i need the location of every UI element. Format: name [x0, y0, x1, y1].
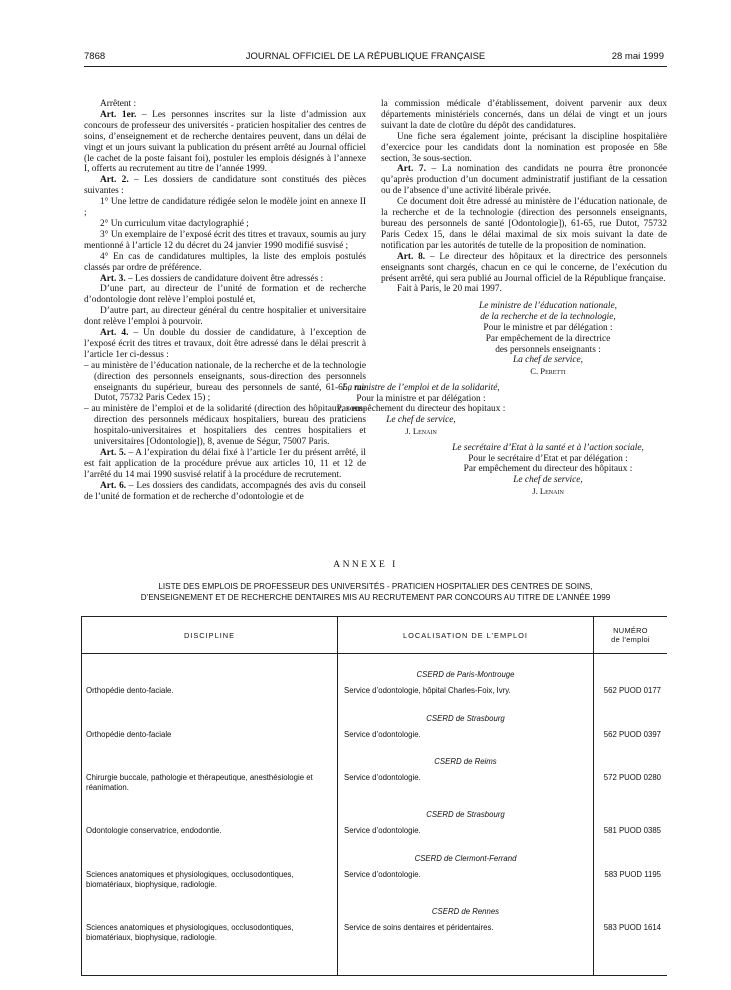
paragraph: 2° Un curriculum vitae dactylographié ; — [100, 218, 249, 229]
article-text: – A l’expiration du délai fixé à l’article 1er du présent arrêté, il est fait application de la procédure prévue aux articles 10, 11 et 12 de l’arrêté du 14 mai 1990 susvisé relatif à la procédure de recrutement. — [84, 448, 366, 480]
journal-title: JOURNAL OFFICIEL DE LA RÉPUBLIQUE FRANÇAISE — [245, 51, 486, 62]
discipline-cell: Orthopédie dento-faciale. — [82, 681, 338, 698]
region-blank-cell — [82, 891, 338, 918]
region-label: CSERD de Strasbourg — [338, 794, 594, 821]
header-numero-label: NUMÉRO — [613, 626, 648, 635]
page-number: 7868 — [84, 51, 106, 62]
list-item: – au ministère de l’éducation nationale, de la recherche et de la technologie (direction des personnels enseignants, sous-direction des personnels enseignants du supérieur, bureau des personnels de santé, 61-65, rue Dutot, 75732 Paris Cedex 15) ; — [84, 360, 366, 404]
table-row — [82, 681, 668, 698]
region-blank-cell — [82, 654, 338, 682]
signature-line: Le chef de service, — [386, 415, 456, 426]
paragraph: D’autre part, au directeur général du centre hospitalier et universitaire dont relève l’emploi à pourvoir. — [84, 306, 366, 328]
signature-line: La chef de service, — [512, 355, 584, 366]
article-paragraph — [84, 110, 366, 175]
localisation-cell: Service d’odontologie. — [338, 768, 594, 794]
discipline-cell: Odontologie conservatrice, endodontie. — [82, 821, 338, 838]
signature-line: Pour la ministre et par délégation : — [356, 393, 486, 404]
header-numero-sub: de l’emploi — [611, 635, 650, 644]
signature-line: Par empêchement du directeur des hôpitaux : — [463, 464, 633, 475]
table-region-row — [82, 654, 668, 682]
article-label: Art. 5. — [100, 448, 126, 458]
signature-line: La ministre de l’emploi et de la solidarité, — [342, 382, 500, 393]
numero-cell: 562 PUOD 0397 — [603, 729, 661, 739]
article-paragraph — [84, 175, 366, 197]
localisation-cell: Service d’odontologie. — [338, 725, 594, 742]
localisation-cell: Service d’odontologie. — [338, 865, 594, 891]
signature-line: Pour le secrétaire d’Etat et par délégation : — [468, 453, 628, 464]
table-body — [82, 654, 668, 976]
signature-line: de la recherche et de la technologie, — [480, 312, 616, 323]
localisation-cell: Service de soins dentaires et péridentaires. — [338, 918, 594, 976]
article-text: – Un double du dossier de candidature, à l’exception de l’exposé écrit des titres et travaux, doit être adressé dans le délai prescrit à l’article 1er ci-dessus : — [84, 328, 366, 360]
signature-line: Le secrétaire d’Etat à la santé et à l’action sociale, — [452, 442, 644, 453]
paragraph: Ce document doit être adressé au ministère de l’éducation nationale, de la recherche et de la technologie (direction des personnels enseignants, bureau des personnels de santé [Odontologie]), 61-65, rue Dutot, 75732 Paris Cedex 15, dans le délai maximal de six mois suivant la date de notification par les autorités de tutelle de la proposition de nomination. — [381, 197, 667, 251]
paragraph: Fait à Paris, le 20 mai 1997. — [397, 284, 502, 295]
signature-block-sante — [429, 443, 667, 497]
article-paragraph — [381, 164, 667, 197]
paragraph: 3° Un exemplaire de l’exposé écrit des titres et travaux, soumis au jury mentionné à l’article 12 du décret du 24 janvier 1990 modifié susvisé ; — [84, 229, 366, 251]
region-label: CSERD de Paris-Montrouge — [338, 654, 594, 682]
header-numero — [594, 617, 668, 654]
numero-cell: 583 PUOD 1195 — [604, 869, 661, 879]
numero-cell: 583 PUOD 1614 — [594, 918, 668, 976]
article-label: Art. 4. — [100, 328, 129, 339]
region-blank-cell — [82, 698, 338, 725]
discipline-cell: Sciences anatomiques et physiologiques, occlusodontiques, biomatériaux, biophysique, radiologie. — [82, 918, 338, 976]
table-region-row — [82, 838, 668, 865]
emplois-table — [81, 616, 667, 976]
article-text: – Les dossiers des candidats, accompagnés des avis du conseil de l’unité de formation et de recherche d’odontologie et de — [84, 480, 366, 502]
paragraph: Une fiche sera également jointe, précisant la discipline hospitalière d’exercice pour les candidats dont la nomination est proposée en 58e section, 3e sous-section. — [381, 131, 667, 164]
region-blank-cell — [82, 794, 338, 821]
region-blank-cell — [82, 741, 338, 768]
right-column-body — [381, 99, 667, 295]
paragraph: Arrêtent : — [100, 99, 137, 109]
article-label: Art. 1er. — [100, 109, 137, 120]
localisation-cell: Service d’odontologie. — [338, 821, 594, 838]
annexe-label: ANNEXE I — [333, 560, 398, 570]
article-paragraph — [84, 481, 366, 503]
table-region-row — [82, 794, 668, 821]
article-paragraph — [84, 448, 366, 481]
annexe-title-line1: LISTE DES EMPLOIS DE PROFESSEUR DES UNIVERSITÉS - PRATICIEN HOSPITALIER DES CENTRES DE SOINS, — [158, 582, 593, 591]
page-header — [0, 51, 731, 65]
signature-block-education — [429, 301, 667, 377]
signature-line: Par empêchement de la directrice — [485, 333, 611, 344]
region-blank-number — [594, 698, 668, 725]
table-region-row — [82, 698, 668, 725]
signature-line: Le ministre de l’éducation nationale, — [479, 301, 617, 312]
issue-date: 28 mai 1999 — [611, 51, 664, 62]
discipline-cell: Chirurgie buccale, pathologie et thérapeutique, anesthésiologie et réanimation. — [82, 768, 338, 794]
discipline-cell: Sciences anatomiques et physiologiques, occlusodontiques, biomatériaux, biophysique, radiologie. — [82, 865, 338, 891]
header-localisation: LOCALISATION DE L’EMPLOI — [338, 617, 594, 654]
article-label: Art. 7. — [397, 164, 426, 175]
region-blank-number — [594, 794, 668, 821]
list-item: – au ministère de l’emploi et de la solidarité (direction des hôpitaux, sous-direction des personnels médicaux hospitaliers, bureau des praticiens hospitalo-universitaires et hospitaliers des centres hospitaliers et universitaires [Odontologie]), 8, avenue de Ségur, 75007 Paris. — [84, 404, 366, 448]
annexe-title — [84, 581, 667, 603]
paragraph: D’une part, au directeur de l’unité de formation et de recherche d’odontologie dont relève l’emploi postulé et, — [84, 284, 366, 306]
signature-line: C. Peretti — [530, 366, 566, 377]
paragraph: 4° En cas de candidatures multiples, la liste des emplois postulés classés par ordre de préférence. — [84, 251, 366, 273]
numero-cell: 581 PUOD 0385 — [603, 826, 661, 836]
article-text: – Les personnes inscrites sur la liste d’admission aux concours de professeur des universités - praticien hospitalier des centres de soins, d’enseignement et de recherche dentaires peuvent, dans un délai de vingt et un jours suivant la publication du présent arrêté au Journal officiel (le cachet de la poste faisant foi), postuler les emplois désignés à l’annexe I, offerts au recrutement au titre de l’année 1999. — [84, 109, 366, 175]
region-label: CSERD de Reims — [338, 741, 594, 768]
article-paragraph — [84, 274, 366, 285]
article-label: Art. 8. — [397, 251, 426, 262]
signature-line: Pour le ministre et par délégation : — [483, 322, 613, 333]
article-text: – Les dossiers de candidature sont constitués des pièces suivantes : — [84, 175, 367, 197]
table-header-row — [82, 617, 668, 654]
table-region-row — [82, 741, 668, 768]
localisation-cell: Service d’odontologie, hôpital Charles-Foix, Ivry. — [338, 681, 594, 698]
paragraph: la commission médicale d’établissement, doivent parvenir aux deux départements ministériels concernés, dans un délai de vingt et un jours suivant la date de clotûre du dépôt des candidatures. — [381, 99, 667, 131]
signature-block-emploi — [271, 383, 571, 437]
header-discipline: DISCIPLINE — [82, 617, 338, 654]
article-text: – Le directeur des hôpitaux et la directrice des personnels enseignants sont chargés, chacun en ce qui le concerne, de l’exécution du présent arrêté, qui sera publié au Journal officiel de la République française. — [381, 251, 668, 284]
left-column — [84, 99, 366, 503]
discipline-cell: Orthopédie dento-faciale — [82, 725, 338, 742]
header-rule — [84, 66, 667, 67]
region-blank-cell — [82, 838, 338, 865]
table-row — [82, 821, 668, 838]
region-label: CSERD de Strasbourg — [338, 698, 594, 725]
numero-cell: 562 PUOD 0177 — [603, 686, 661, 695]
region-blank-number — [594, 741, 668, 768]
table-row — [82, 918, 668, 976]
region-label: CSERD de Rennes — [338, 891, 594, 918]
signature-line: J. Lenain — [532, 486, 564, 497]
table-row — [82, 768, 668, 794]
region-blank-number — [594, 654, 668, 682]
region-label: CSERD de Clermont-Ferrand — [338, 838, 594, 865]
article-paragraph — [381, 252, 667, 285]
article-label: Art. 2. — [100, 175, 129, 186]
article-text: – Les dossiers de candidature doivent être adressés : — [125, 273, 324, 284]
table-region-row — [82, 891, 668, 918]
article-label: Art. 6. — [100, 480, 127, 491]
signature-line: Le chef de service, — [513, 475, 583, 486]
article-paragraph — [84, 328, 366, 361]
table-row — [82, 865, 668, 891]
right-column — [336, 99, 668, 497]
signature-line: J. Lenain — [405, 426, 437, 437]
region-blank-number — [594, 891, 668, 918]
signature-line: Par empêchement du directeur des hopitaux : — [336, 404, 506, 415]
table-row — [82, 725, 668, 742]
signature-line: des personnels enseignants : — [495, 344, 601, 355]
article-text: – La nomination des candidats ne pourra être prononcée qu’après production d’un document administratif justifiant de la cessation ou de l’absence d’une activité libérale privée. — [381, 164, 667, 197]
article-label: Art. 3. — [100, 273, 126, 284]
annexe-title-line2: D’ENSEIGNEMENT ET DE RECHERCHE DENTAIRES MIS AU RECRUTEMENT PAR CONCOURS AU TITRE DE L’ANNÉE 1999 — [140, 593, 611, 602]
region-blank-number — [594, 838, 668, 865]
paragraph: 1° Une lettre de candidature rédigée selon le modèle joint en annexe II ; — [84, 197, 366, 219]
numero-cell: 572 PUOD 0280 — [603, 773, 661, 783]
